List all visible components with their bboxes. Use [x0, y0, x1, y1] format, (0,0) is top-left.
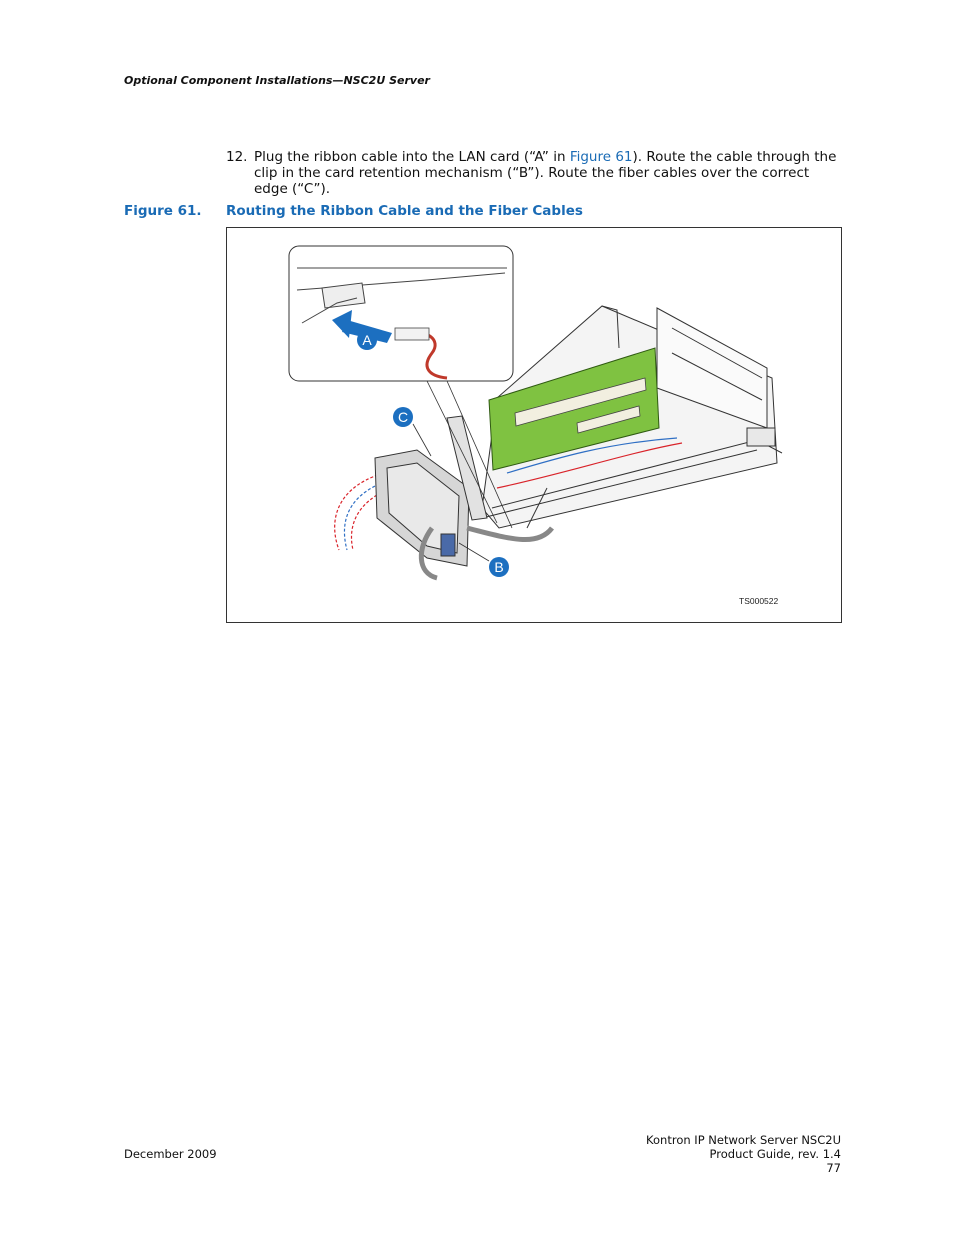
figure-caption [124, 203, 583, 219]
page-number: 77 [826, 1161, 841, 1175]
figure-tag: TS000522 [739, 596, 779, 606]
figure-number: Figure 61. [124, 203, 202, 219]
figure-link[interactable]: Figure 61 [569, 149, 633, 165]
step-text-before: Plug the ribbon cable into the LAN card (“A” in [254, 149, 570, 165]
figure-box [226, 227, 842, 623]
footer-guide: Product Guide, rev. 1.4 [709, 1147, 841, 1161]
step-text-after: ). Route the cable through the clip in the card retention mechanism (“B”). Route the fiber cables over the correct edge (“C”). [254, 149, 837, 197]
step-number: 12. [226, 149, 248, 165]
callout-a-label: A [362, 332, 372, 348]
step-text [254, 149, 844, 197]
callout-c-label: C [397, 409, 409, 425]
footer-right [646, 1133, 841, 1175]
figure-illustration [227, 228, 841, 622]
retention-bracket [375, 416, 487, 566]
footer-date: December 2009 [124, 1147, 217, 1161]
footer-product: Kontron IP Network Server NSC2U [646, 1133, 841, 1147]
figure-title: Routing the Ribbon Cable and the Fiber Cables [226, 203, 583, 219]
callout-b-label: B [494, 559, 504, 575]
running-header: Optional Component Installations—NSC2U Server [124, 74, 430, 87]
